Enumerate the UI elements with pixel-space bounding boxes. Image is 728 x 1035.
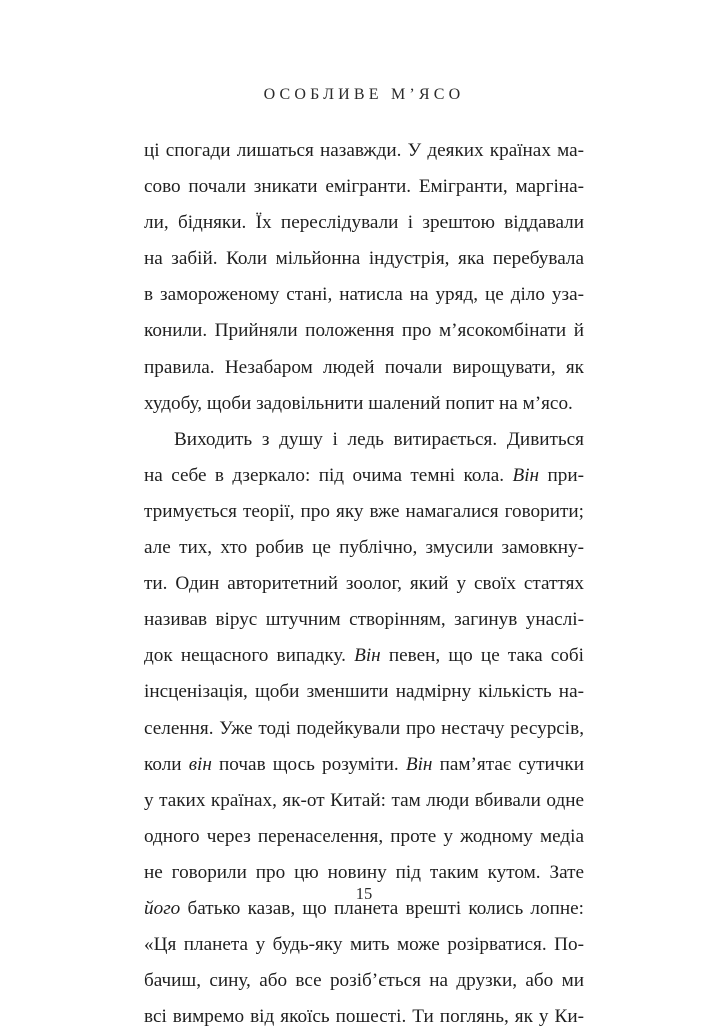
text-line: селення. Уже тоді подейкували про нестачу ресурсів, — [144, 717, 584, 739]
text-line: ці спогади лишаться назавжди. У деяких країнах ма- — [144, 140, 584, 161]
text-line: док нещасного випадку. Він певен, що це така собі — [144, 645, 584, 667]
text-line: на себе в дзеркало: під очима темні кола. Він при- — [144, 464, 584, 486]
italic-word: він — [188, 753, 212, 775]
text-line: називав вірус штучним створінням, загинув унаслі- — [144, 609, 584, 631]
text-line: ли, бідняки. Їх переслідували і зрештою віддавали — [144, 212, 584, 234]
text-line: худобу, щоби задовільнити шалений попит на м’ясо. — [144, 392, 573, 414]
text-line: але тих, хто робив це публічно, змусили замовкну- — [144, 537, 584, 559]
text-line: на забій. Коли мільйонна індустрія, яка перебувала — [144, 248, 584, 270]
text-line: бачиш, сину, або все розіб’ється на друзки, або ми — [144, 970, 584, 992]
text-line: його батько казав, що планета врешті колись лопне: — [144, 897, 584, 919]
text-line: тримується теорії, про яку вже намагалися говорити; — [144, 500, 584, 522]
text-line: ти. Один авторитетний зоолог, який у своїх статтях — [144, 573, 584, 595]
running-head: ОСОБЛИВЕ М’ЯСО — [263, 86, 465, 103]
italic-word: Він — [405, 753, 433, 775]
text-line: всі вимремо від якоїсь пошесті. Ти поглянь, як у Ки- — [144, 1006, 584, 1028]
italic-word: Він — [354, 645, 381, 667]
text-line: не говорили про цю новину під таким кутом. Зате — [144, 861, 584, 883]
text-line: конили. Прийняли положення про м’ясокомбінати й — [144, 320, 584, 342]
italic-word: його — [144, 897, 181, 919]
text-line: «Ця планета у будь-яку мить може розірватися. По- — [144, 934, 584, 956]
italic-word: Він — [512, 464, 540, 486]
page-number: 15 — [355, 884, 373, 903]
text-line: сово почали зникати емігранти. Емігранти, маргіна- — [144, 176, 584, 198]
text-line: одного через перенаселення, проте у жодному медіа — [144, 825, 584, 847]
text-line: правила. Незабаром людей почали вирощувати, як — [144, 356, 584, 378]
text-line: інсценізація, щоби зменшити надмірну кількість на- — [144, 681, 584, 703]
text-line: в замороженому стані, натисла на уряд, це діло уза- — [144, 284, 584, 306]
text-line: у таких країнах, як-от Китай: там люди вбивали одне — [144, 789, 584, 811]
text-line: коли він почав щось розуміти. Він пам’ятає сутички — [144, 753, 584, 775]
text-line: Виходить з душу і ледь витирається. Дивиться — [174, 428, 584, 450]
